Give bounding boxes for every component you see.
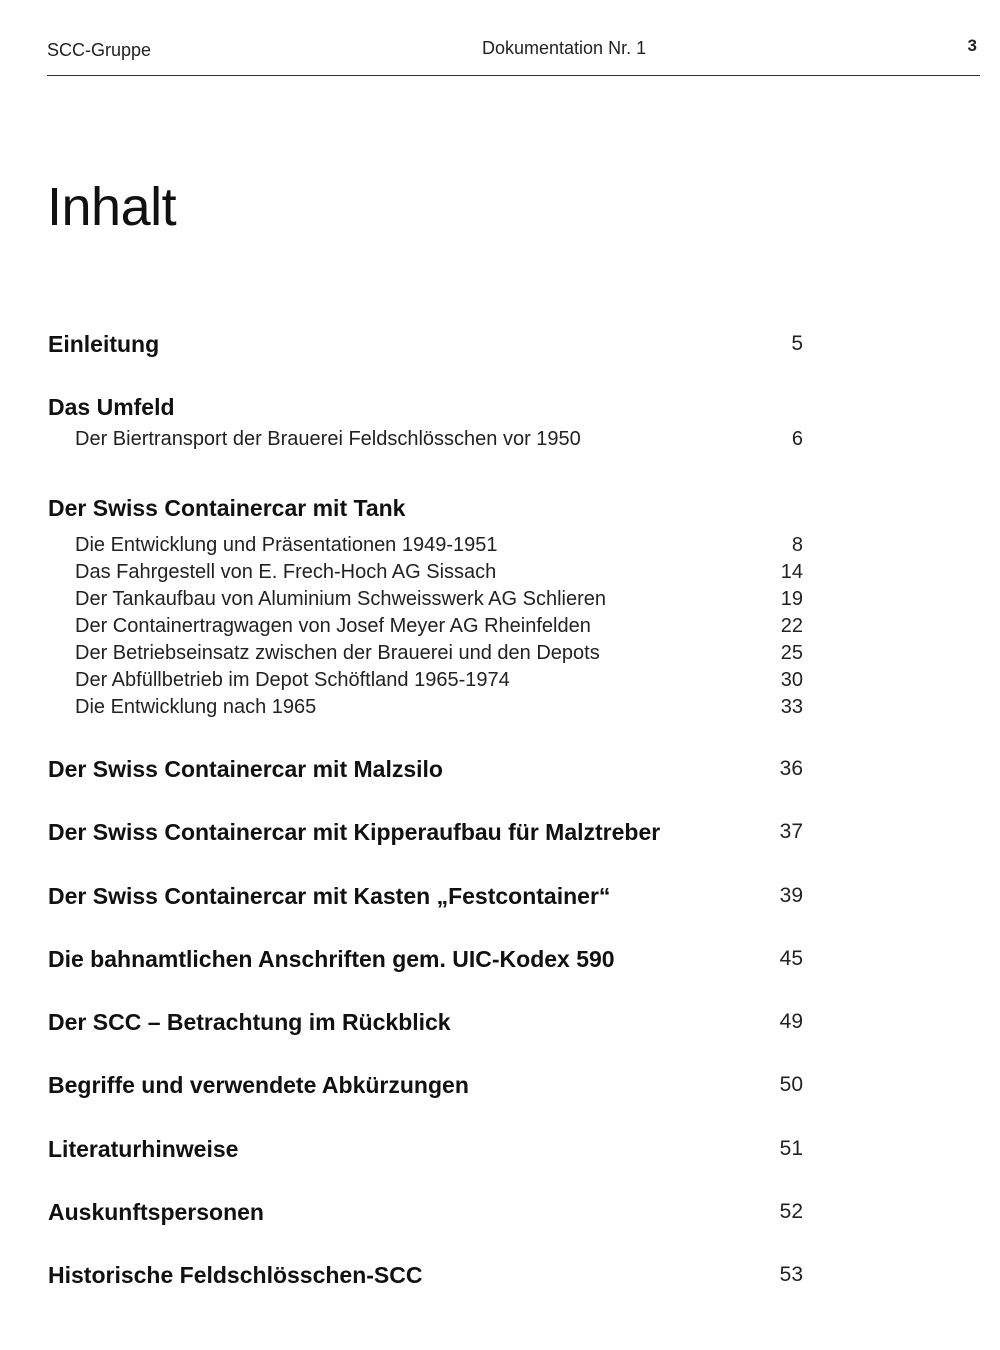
toc-page-number: 50: [779, 1073, 803, 1096]
toc-subsection-item[interactable]: [48, 640, 808, 667]
toc-section-title: Historische Feldschlösschen-SCC: [48, 1262, 423, 1288]
toc-page-number: 19: [780, 588, 803, 610]
toc-section-title: Begriffe und verwendete Abkürzungen: [48, 1072, 469, 1098]
toc-section-rueckblick: [48, 1003, 808, 1047]
toc-subsection-item[interactable]: [48, 532, 808, 559]
page-header: [47, 36, 980, 70]
toc-section-title: Die bahnamtlichen Anschriften gem. UIC-Kodex 590: [48, 946, 615, 972]
toc-section-heading[interactable]: [48, 940, 808, 984]
toc-section-heading[interactable]: [48, 1130, 808, 1174]
toc-page-number: 8: [791, 534, 803, 556]
toc-section-title: Der Swiss Containercar mit Malzsilo: [48, 756, 443, 782]
toc-section-umfeld: [48, 388, 808, 453]
toc-section-title: Literaturhinweise: [48, 1136, 239, 1162]
toc-page-number: 52: [779, 1200, 803, 1223]
toc-subsection-item[interactable]: [48, 586, 808, 613]
header-doc-title: Dokumentation Nr. 1: [482, 38, 647, 58]
toc-section-title: Der SCC – Betrachtung im Rückblick: [48, 1009, 451, 1035]
toc-section-heading[interactable]: [48, 1193, 808, 1237]
toc-page-number: 5: [791, 332, 803, 355]
toc-page-number: 33: [780, 696, 803, 718]
toc-page-number: 25: [780, 642, 803, 664]
toc-page-number: 53: [779, 1263, 803, 1286]
toc-subsection-title: Der Containertragwagen von Josef Meyer AG Rheinfelden: [75, 615, 591, 637]
toc-subsection-item[interactable]: [48, 613, 808, 640]
toc-subsection-title: Der Betriebseinsatz zwischen der Brauerei und den Depots: [75, 642, 600, 664]
toc-section-title: Einleitung: [48, 331, 160, 357]
toc-page-number: 22: [780, 615, 803, 637]
toc-subsection-title: Die Entwicklung nach 1965: [75, 696, 317, 718]
toc-subsection-list: [48, 426, 808, 453]
toc-subsection-title: Der Abfüllbetrieb im Depot Schöftland 1965-1974: [75, 669, 510, 691]
toc-section-festcontainer: [48, 877, 808, 921]
toc-section-begriffe: [48, 1066, 808, 1110]
toc-section-title: Der Swiss Containercar mit Kipperaufbau für Malztreber: [48, 819, 661, 845]
toc-subsection-title: Der Biertransport der Brauerei Feldschlösschen vor 1950: [75, 428, 581, 450]
toc-page-number: 30: [780, 669, 803, 691]
toc-page-number: 49: [779, 1010, 803, 1033]
toc-page-number: 51: [779, 1137, 803, 1160]
toc-subsection-item[interactable]: [48, 667, 808, 694]
toc-section-heading[interactable]: [48, 750, 808, 794]
toc-subsection-item[interactable]: [48, 694, 808, 721]
toc-section-heading[interactable]: [48, 388, 808, 426]
header-page-number: 3: [967, 36, 977, 55]
toc-subsection-list: [48, 532, 808, 721]
toc-section-malzsilo: [48, 750, 808, 794]
toc-section-heading[interactable]: [48, 813, 808, 857]
toc-section-title: Der Swiss Containercar mit Kasten „Festcontainer“: [48, 883, 611, 909]
toc-page-number: 6: [791, 428, 803, 450]
toc-section-anschriften: [48, 940, 808, 984]
toc-subsection-title: Der Tankaufbau von Aluminium Schweisswerk AG Schlieren: [75, 588, 606, 610]
toc-page-number: 37: [779, 820, 803, 843]
toc-page-number: 36: [779, 757, 803, 780]
toc-page-number: 45: [779, 947, 803, 970]
toc-section-einleitung: [48, 325, 808, 369]
toc-section-tank: [48, 489, 808, 721]
toc-section-title: Das Umfeld: [48, 394, 175, 420]
toc-section-title: Der Swiss Containercar mit Tank: [48, 495, 406, 521]
toc-section-heading[interactable]: [48, 1003, 808, 1047]
toc-section-title: Auskunftspersonen: [48, 1199, 264, 1225]
toc-section-auskunftspersonen: [48, 1193, 808, 1237]
toc-page-number: 14: [780, 561, 803, 583]
toc-section-literatur: [48, 1130, 808, 1174]
toc-section-historische-scc: [48, 1256, 808, 1300]
toc-section-heading[interactable]: [48, 1256, 808, 1300]
toc-section-heading[interactable]: [48, 877, 808, 921]
toc-section-heading[interactable]: [48, 1066, 808, 1110]
page-title: Inhalt: [47, 177, 177, 237]
toc-page-number: 39: [779, 884, 803, 907]
header-divider: [47, 75, 980, 76]
toc-subsection-title: Die Entwicklung und Präsentationen 1949-1951: [75, 534, 498, 556]
toc-section-kipperaufbau: [48, 813, 808, 857]
toc-subsection-item[interactable]: [48, 426, 808, 453]
toc-section-heading[interactable]: [48, 489, 808, 532]
toc-section-heading[interactable]: [48, 325, 808, 369]
header-group-name: SCC-Gruppe: [47, 40, 152, 60]
toc-subsection-title: Das Fahrgestell von E. Frech-Hoch AG Sissach: [75, 561, 497, 583]
toc-subsection-item[interactable]: [48, 559, 808, 586]
